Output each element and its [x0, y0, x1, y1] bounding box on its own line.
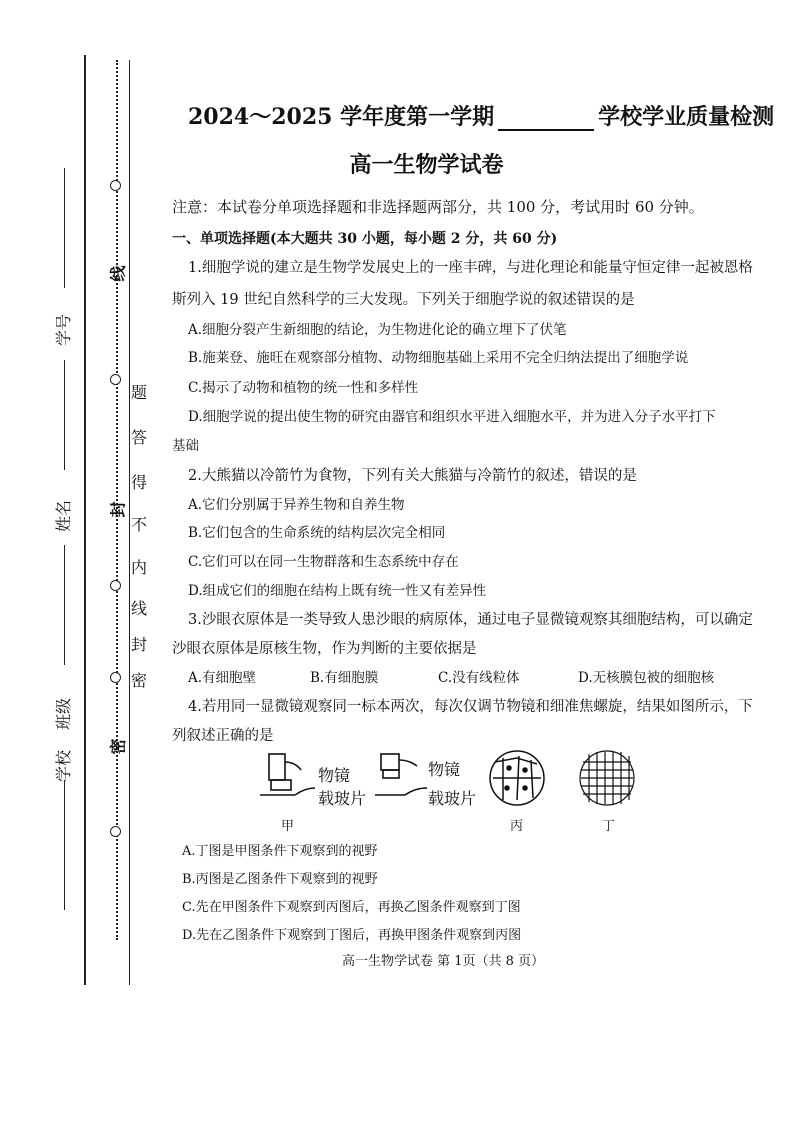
school-line [64, 780, 65, 910]
q4-option-c: C.先在甲图条件下观察到丙图后，再换乙图条件观察到丁图 [182, 900, 521, 915]
q3-stem: 沙眼衣原体是原核生物，作为判断的主要依据是 [172, 641, 477, 657]
q3-option-a: A.有细胞壁 [188, 670, 257, 686]
class-label: 班级 [54, 698, 73, 731]
seal-char: 线 [130, 599, 147, 618]
q4-stem: 4.若用同一显微镜观察同一标本两次，每次仅调节物镜和细准焦螺旋，结果如图所示，下 [188, 699, 753, 715]
q2-option-c: C.它们可以在同一生物群落和生态系统中存在 [188, 554, 459, 570]
q1-option-a: A.细胞分裂产生新细胞的结论，为生物进化论的确立埋下了伏笔 [188, 322, 567, 338]
caption-ding: 丁 [602, 819, 616, 834]
q2-option-a: A.它们分别属于异养生物和自养生物 [188, 497, 405, 513]
seal-char: 题 [130, 383, 147, 402]
seal-char: 不 [130, 515, 147, 534]
q1-stem: 斯列入 19 世纪自然科学的三大发现。下列关于细胞学说的叙述错误的是 [172, 292, 635, 308]
cut-circle [110, 180, 121, 191]
seal-char: 内 [130, 558, 147, 577]
q4-option-a: A.丁图是甲图条件下观察到的视野 [182, 844, 378, 859]
q3-option-b: B.有细胞膜 [310, 670, 379, 686]
cut-circle [110, 374, 121, 385]
cut-circle [110, 580, 121, 591]
name-line [64, 360, 65, 470]
q1-option-d-cont: 基础 [172, 438, 199, 454]
slide-label-yi: 载玻片 [428, 789, 477, 808]
student-id-line [64, 168, 65, 288]
margin-rule-outer [84, 55, 86, 985]
seal-char: 密 [108, 738, 128, 755]
objective-short-icon [375, 754, 427, 795]
school-label: 学校 [54, 750, 73, 783]
cut-circle [110, 826, 121, 837]
seal-char: 封 [130, 635, 147, 654]
seal-char: 线 [108, 265, 128, 282]
name-label: 姓名 [54, 500, 73, 533]
q1-option-d: D.细胞学说的提出使生物的研究由器官和组织水平进入细胞水平，并为进入分子水平打下 [188, 409, 716, 425]
seal-char: 密 [130, 671, 147, 690]
school-blank [498, 111, 594, 131]
caption-bing: 丙 [510, 819, 524, 834]
page-footer: 高一生物学试卷 第 1页（共 8 页） [342, 954, 545, 969]
q3-option-d: D.无核膜包被的细胞核 [578, 670, 715, 686]
q4-option-b: B.丙图是乙图条件下观察到的视野 [182, 872, 378, 887]
exam-title-left: 2024～2025 学年度第一学期 [188, 104, 495, 130]
q1-stem: 1.细胞学说的建立是生物学发展史上的一座丰碑，与进化理论和能量守恒定律一起被恩格 [188, 260, 753, 276]
cut-circle [110, 672, 121, 683]
exam-title-right: 学校学业质量检测 [598, 104, 775, 130]
q3-option-c: C.没有线粒体 [438, 670, 520, 686]
objective-label-yi: 物镜 [428, 760, 461, 779]
caption-jia: 甲 [281, 819, 295, 834]
q2-stem: 2.大熊猫以冷箭竹为食物，下列有关大熊猫与冷箭竹的叙述，错误的是 [188, 468, 637, 484]
q1-option-b: B.施莱登、施旺在观察部分植物、动物细胞基础上采用不完全归纳法提出了细胞学说 [188, 350, 689, 366]
student-id-label: 学号 [54, 314, 73, 347]
field-of-view-few-cells-icon [490, 751, 544, 805]
objective-label-jia: 物镜 [318, 766, 351, 785]
q4-option-d: D.先在乙图条件下观察到丁图后，再换甲图条件观察到丙图 [182, 928, 522, 943]
q2-option-d: D.组成它们的细胞在结构上既有统一性又有差异性 [188, 583, 487, 599]
exam-subtitle: 高一生物学试卷 [349, 152, 504, 178]
q1-option-c: C.揭示了动物和植物的统一性和多样性 [188, 380, 419, 396]
q3-stem: 3.沙眼衣原体是一类导致人患沙眼的病原体，通过电子显微镜观察其细胞结构，可以确定 [188, 612, 753, 628]
seal-char: 得 [130, 473, 147, 492]
notice: 注意：本试卷分单项选择题和非选择题两部分，共 100 分，考试用时 60 分钟。 [172, 198, 704, 216]
q4-stem: 列叙述正确的是 [172, 728, 274, 744]
seal-char: 答 [130, 428, 147, 447]
objective-long-icon [260, 754, 315, 795]
field-of-view-many-cells-icon [580, 751, 634, 805]
q2-option-b: B.它们包含的生命系统的结构层次完全相同 [188, 525, 446, 541]
exam-title [188, 100, 774, 131]
seal-char: 封 [108, 501, 128, 518]
slide-label-jia: 载玻片 [318, 789, 367, 808]
section-heading: 一、单项选择题(本大题共 30 小题，每小题 2 分，共 60 分) [172, 231, 558, 247]
name-line-lower [64, 545, 65, 665]
